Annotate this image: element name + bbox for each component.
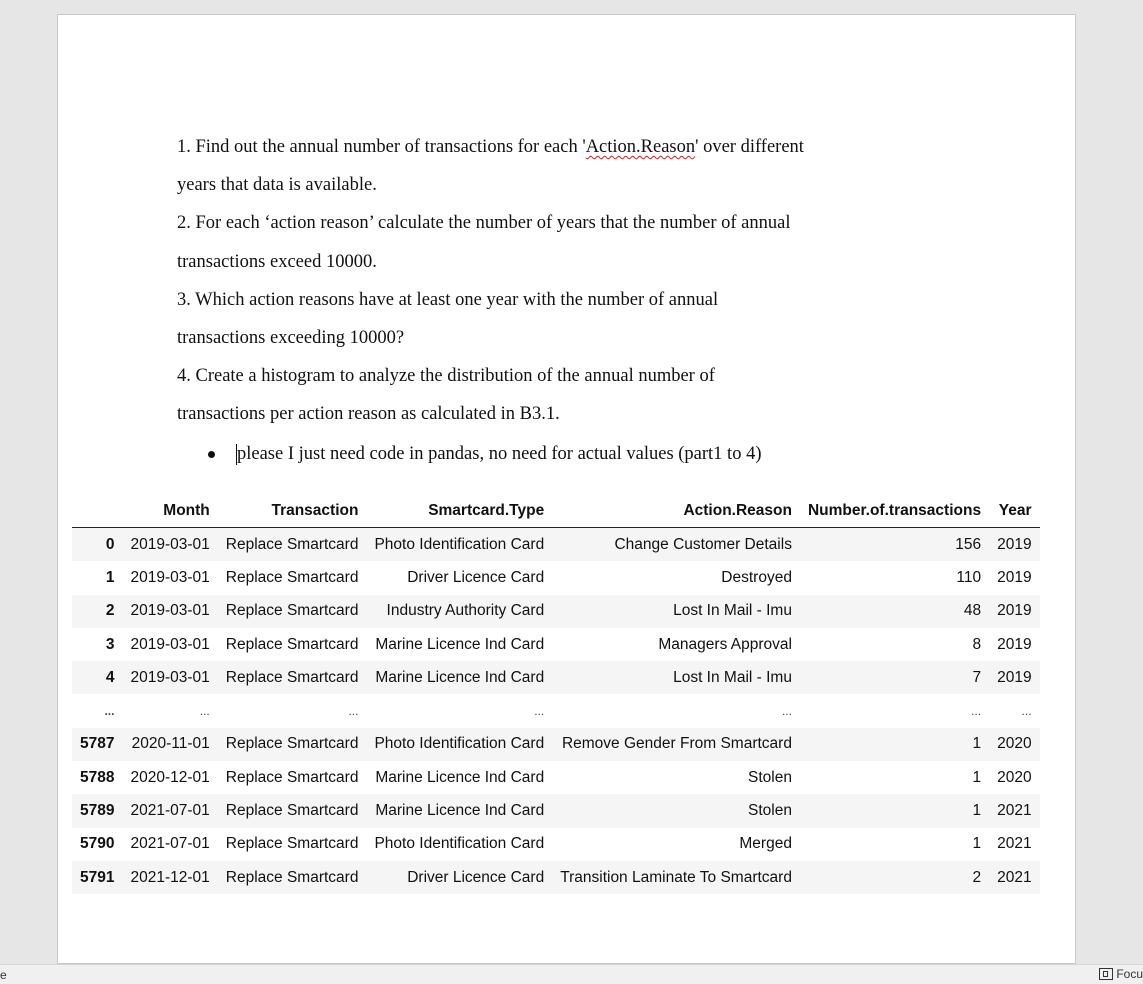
row-index: 5790 <box>80 835 115 853</box>
table-cell: ... <box>199 704 210 719</box>
table-cell: ... <box>534 704 545 719</box>
focus-label: Focu <box>1116 967 1143 981</box>
table-cell: Stolen <box>748 802 792 820</box>
row-index: 5788 <box>80 768 115 786</box>
table-cell: Replace Smartcard <box>225 602 359 620</box>
table-cell: 2021 <box>997 868 1032 886</box>
table-cell: 48 <box>963 602 982 620</box>
document-page[interactable] <box>57 14 1076 964</box>
question-line <box>177 243 897 281</box>
table-cell: 8 <box>972 635 982 653</box>
table-cell: 2021-07-01 <box>130 802 210 820</box>
table-cell: Industry Authority Card <box>386 602 545 620</box>
table-cell: 2020 <box>997 768 1032 786</box>
question-text: ' over different <box>695 137 804 157</box>
table-cell: 2 <box>972 868 982 886</box>
row-index: 1 <box>105 568 115 586</box>
index-header <box>72 495 122 528</box>
question-line <box>177 166 897 204</box>
table-cell: 1 <box>972 768 982 786</box>
status-left-text: e <box>0 968 7 982</box>
table-row <box>72 794 1040 827</box>
table-cell: Transition Laminate To Smartcard <box>560 868 792 886</box>
table-cell: Replace Smartcard <box>225 868 359 886</box>
table-cell: Destroyed <box>721 568 792 586</box>
table-cell: Photo Identification Card <box>374 735 545 753</box>
question-text: transactions exceed 10000. <box>177 251 377 272</box>
table-cell: Merged <box>739 835 792 853</box>
table-cell: Replace Smartcard <box>225 568 359 586</box>
bullet-icon <box>208 451 215 458</box>
spellcheck-flagged-word: Action.Reason <box>585 137 696 157</box>
table-cell: Marine Licence Ind Card <box>375 635 545 653</box>
table-cell: 2019 <box>997 668 1032 686</box>
table-cell: Replace Smartcard <box>225 835 359 853</box>
table-cell: 2020 <box>997 735 1032 753</box>
table-cell: Lost In Mail - Imu <box>673 668 792 686</box>
table-cell: 2019-03-01 <box>130 602 210 620</box>
table-cell: 1 <box>972 802 982 820</box>
status-bar <box>0 964 1143 984</box>
table-row <box>72 728 1040 761</box>
bullet-text: please I just need code in pandas, no need for actual values (part1 to 4) <box>237 444 762 464</box>
table-cell: Lost In Mail - Imu <box>673 602 792 620</box>
table-cell: 2020-12-01 <box>130 768 210 786</box>
table-row <box>72 761 1040 794</box>
table-cell: ... <box>971 704 982 719</box>
question-line <box>177 319 897 357</box>
row-index: 5789 <box>80 802 115 820</box>
question-line <box>177 395 897 433</box>
table-cell: 2020-11-01 <box>131 735 210 753</box>
question-line <box>177 204 897 242</box>
table-cell: 1 <box>972 735 982 753</box>
table-cell: 2021-12-01 <box>130 868 210 886</box>
focus-icon <box>1099 968 1113 980</box>
table-cell: 110 <box>956 568 982 586</box>
table-cell: Replace Smartcard <box>225 768 359 786</box>
question-list <box>177 128 897 434</box>
table-cell: Photo Identification Card <box>374 535 545 553</box>
row-index: 2 <box>105 602 115 620</box>
table-row <box>72 661 1040 694</box>
column-header: Year <box>989 495 1039 528</box>
table-cell: 2019 <box>997 568 1032 586</box>
row-index: 0 <box>105 535 115 553</box>
focus-mode-button[interactable] <box>1099 967 1143 981</box>
table-header-row <box>72 495 1040 528</box>
table-row <box>72 628 1040 661</box>
question-line <box>177 128 897 166</box>
table-cell: Driver Licence Card <box>407 868 545 886</box>
table-cell: Marine Licence Ind Card <box>375 668 545 686</box>
table-cell: ... <box>348 704 359 719</box>
table-cell: 2021 <box>997 835 1032 853</box>
table-cell: 2019-03-01 <box>130 635 210 653</box>
question-text: transactions exceeding 10000? <box>177 327 405 348</box>
table-cell: Marine Licence Ind Card <box>375 768 545 786</box>
table-cell: 2021 <box>997 802 1032 820</box>
row-index: 5787 <box>80 735 115 753</box>
table-cell: ... <box>1021 704 1032 719</box>
dataframe-table <box>72 495 1040 894</box>
table-row <box>72 561 1040 594</box>
table-cell: Replace Smartcard <box>225 635 359 653</box>
table-cell: Driver Licence Card <box>407 568 545 586</box>
table-cell: 7 <box>972 668 982 686</box>
table-row <box>72 595 1040 628</box>
column-header: Smartcard.Type <box>366 495 552 528</box>
table-row <box>72 861 1040 894</box>
table-cell: 2019 <box>997 635 1032 653</box>
row-index: 5791 <box>80 868 115 886</box>
table-cell: ... <box>781 704 792 719</box>
table-cell: Replace Smartcard <box>225 802 359 820</box>
column-header: Transaction <box>218 495 367 528</box>
table-cell: 2019-03-01 <box>130 668 210 686</box>
table-cell: Remove Gender From Smartcard <box>561 735 792 753</box>
table-row <box>72 528 1040 562</box>
question-text: years that data is available. <box>177 175 377 196</box>
table-cell: Marine Licence Ind Card <box>375 802 545 820</box>
question-line <box>177 281 897 319</box>
question-text: transactions per action reason as calculated in B3.1. <box>177 404 560 425</box>
table-cell: 1 <box>972 835 982 853</box>
table-cell: Replace Smartcard <box>225 735 359 753</box>
column-header: Action.Reason <box>552 495 800 528</box>
table-cell: Replace Smartcard <box>225 668 359 686</box>
question-line <box>177 357 897 395</box>
row-index: 4 <box>105 668 115 686</box>
table-row <box>72 828 1040 861</box>
table-cell: Photo Identification Card <box>374 835 545 853</box>
table-cell: 2021-07-01 <box>130 835 210 853</box>
table-cell: 2019-03-01 <box>130 568 210 586</box>
table-cell: Stolen <box>748 768 792 786</box>
ellipsis-row <box>72 694 1040 727</box>
table-cell: 2019 <box>997 535 1032 553</box>
table-cell: Change Customer Details <box>614 535 792 553</box>
row-index: 3 <box>105 635 115 653</box>
question-text: 3. Which action reasons have at least one year with the number of annual <box>177 289 719 310</box>
column-header: Month <box>122 495 217 528</box>
table-cell: 156 <box>955 535 982 553</box>
question-text: 1. Find out the annual number of transactions for each ' <box>177 137 586 157</box>
column-header: Number.of.transactions <box>800 495 989 528</box>
table-cell: Managers Approval <box>658 635 792 653</box>
table-cell: 2019 <box>997 602 1032 620</box>
row-index: ... <box>104 704 115 719</box>
question-text: 4. Create a histogram to analyze the distribution of the annual number of <box>177 366 715 387</box>
table-cell: 2019-03-01 <box>130 535 210 553</box>
table-cell: Replace Smartcard <box>225 535 359 553</box>
question-text: 2. For each ‘action reason’ calculate the number of years that the number of annual <box>177 213 791 234</box>
